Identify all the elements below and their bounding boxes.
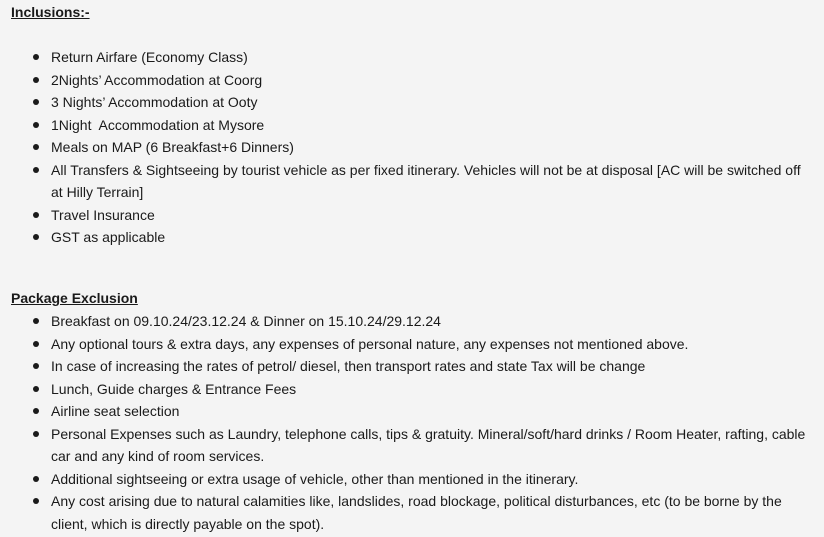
exclusion-item-text: Any optional tours & extra days, any expenses of personal nature, any expenses not mentioned above. <box>51 335 689 352</box>
inclusions-list <box>0 46 812 249</box>
exclusion-item <box>0 333 812 356</box>
inclusion-item <box>0 46 812 69</box>
inclusion-item-text: Return Airfare (Economy Class) <box>51 49 248 65</box>
exclusion-item <box>0 310 812 333</box>
inclusion-item <box>0 226 812 249</box>
exclusion-item <box>0 355 812 378</box>
exclusion-item-text: Lunch, Guide charges & Entrance Fees <box>51 380 297 397</box>
exclusion-item <box>0 423 812 468</box>
exclusion-item <box>0 400 812 423</box>
exclusion-item-text: Any cost arising due to natural calamities like, landslides, road blockage, political disturbances, etc (to be borne by the client, which is directly payable on the spot). <box>51 493 786 532</box>
exclusion-item-text: Personal Expenses such as Laundry, telephone calls, tips & gratuity. Mineral/soft/hard drinks / Room Heater, rafting, cable car and any kind of room services. <box>51 425 810 464</box>
inclusion-item-text: 2Nights’ Accommodation at Coorg <box>51 71 263 88</box>
exclusion-item <box>0 468 812 491</box>
exclusion-item <box>0 378 812 401</box>
exclusions-heading: Package Exclusion <box>11 290 138 306</box>
exclusion-item-text: Airline seat selection <box>51 403 180 419</box>
exclusion-item-text: In case of increasing the rates of petrol/ diesel, then transport rates and state Tax will be change <box>51 358 646 374</box>
inclusion-item <box>0 91 812 114</box>
inclusion-item-text: All Transfers & Sightseeing by tourist vehicle as per fixed itinerary. Vehicles will not be at disposal [AC will be switched off at Hilly Terrain] <box>51 161 805 200</box>
inclusion-item-text: 3 Nights’ Accommodation at Ooty <box>51 94 258 110</box>
inclusion-item <box>0 159 812 204</box>
exclusion-item-text: Breakfast on 09.10.24/23.12.24 & Dinner on 15.10.24/29.12.24 <box>51 313 441 329</box>
inclusion-item-text: 1Night Accommodation at Mysore <box>51 116 265 133</box>
inclusion-item <box>0 114 812 137</box>
inclusion-item <box>0 204 812 227</box>
inclusion-item-text: Travel Insurance <box>51 206 155 223</box>
inclusion-item <box>0 136 812 159</box>
inclusion-item-text: GST as applicable <box>51 229 166 245</box>
exclusions-list <box>0 310 812 535</box>
exclusion-item-text: Additional sightseeing or extra usage of vehicle, other than mentioned in the itinerary. <box>51 470 579 487</box>
exclusion-item <box>0 490 812 535</box>
inclusions-heading: Inclusions:- <box>11 4 90 20</box>
inclusion-item-text: Meals on MAP (6 Breakfast+6 Dinners) <box>51 139 294 155</box>
inclusion-item <box>0 69 812 92</box>
